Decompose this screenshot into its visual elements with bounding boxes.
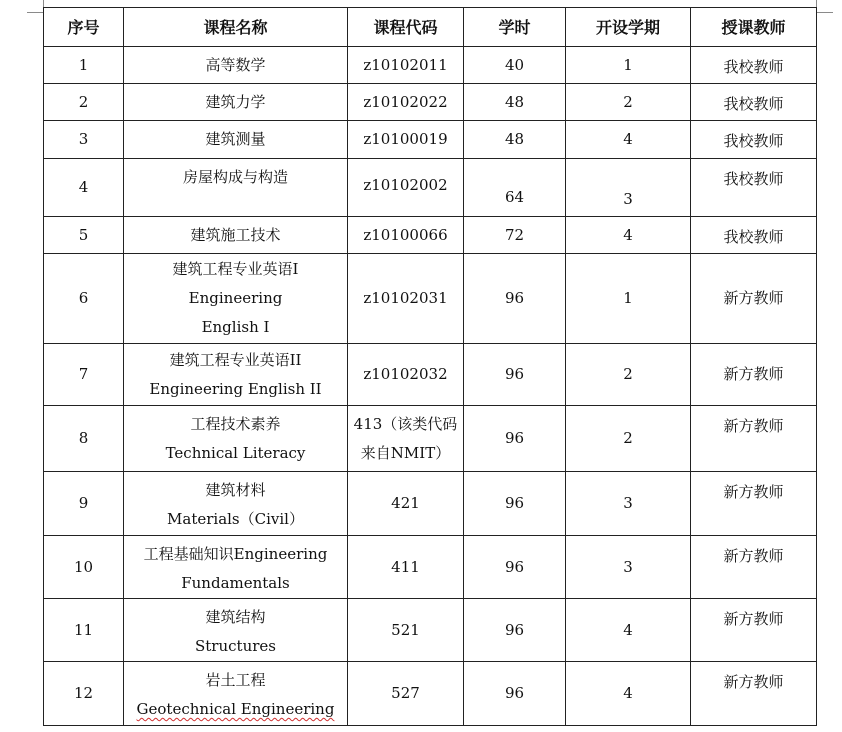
course-code-cell-line: 411 <box>391 557 420 576</box>
course-code-cell <box>348 47 464 84</box>
teacher-cell: 新方教师 <box>691 254 817 344</box>
term-cell: 3 <box>566 159 691 217</box>
term-cell: 4 <box>566 662 691 726</box>
course-name-cell-line: 建筑施工技术 <box>190 226 281 244</box>
teacher-cell: 我校教师 <box>691 217 817 254</box>
course-code-cell <box>348 121 464 159</box>
course-name-cell-line: 高等数学 <box>205 56 266 74</box>
course-code-cell-line: 来自NMIT） <box>360 444 451 462</box>
term-cell: 4 <box>566 121 691 159</box>
table-row <box>44 121 817 159</box>
table-body <box>44 47 817 726</box>
course-code-cell-line: z10102011 <box>363 55 448 74</box>
row-number-cell: 10 <box>44 536 124 599</box>
row-number-cell: 6 <box>44 254 124 344</box>
course-code-cell <box>348 159 464 217</box>
course-name-cell <box>124 406 348 472</box>
table-row <box>44 472 817 536</box>
course-code-cell <box>348 536 464 599</box>
course-code-cell-line: z10102022 <box>363 92 448 111</box>
course-name-cell <box>124 121 348 159</box>
course-name-cell <box>124 84 348 121</box>
hours-cell: 96 <box>464 254 566 344</box>
teacher-cell: 我校教师 <box>691 159 817 217</box>
table-header-row <box>44 8 817 47</box>
course-code-cell-line: z10100066 <box>363 225 448 244</box>
hours-cell: 96 <box>464 599 566 662</box>
teacher-cell: 新方教师 <box>691 599 817 662</box>
course-name-cell <box>124 47 348 84</box>
course-code-cell-line: z10100019 <box>363 130 448 148</box>
teacher-cell: 新方教师 <box>691 472 817 536</box>
course-code-cell-line: 521 <box>391 620 420 639</box>
hours-cell: 96 <box>464 406 566 472</box>
row-number-cell: 8 <box>44 406 124 472</box>
course-name-cell-line: Geotechnical Engineering <box>136 700 335 718</box>
table-row <box>44 84 817 121</box>
term-cell: 2 <box>566 406 691 472</box>
hours-cell: 48 <box>464 84 566 121</box>
table-row <box>44 159 817 217</box>
header-course-name: 课程名称 <box>124 8 348 47</box>
course-code-cell <box>348 84 464 121</box>
table-row <box>44 406 817 472</box>
row-number-cell: 2 <box>44 84 124 121</box>
hours-cell: 40 <box>464 47 566 84</box>
course-name-cell <box>124 599 348 662</box>
course-name-cell-line: Materials（Civil） <box>167 510 304 528</box>
course-code-cell <box>348 254 464 344</box>
header-no: 序号 <box>44 8 124 47</box>
course-name-cell-line: Structures <box>195 637 276 655</box>
teacher-cell: 新方教师 <box>691 406 817 472</box>
hours-cell: 64 <box>464 159 566 217</box>
course-code-cell <box>348 217 464 254</box>
course-name-cell <box>124 662 348 726</box>
course-name-cell-line: 岩土工程 <box>205 671 266 689</box>
table-row <box>44 599 817 662</box>
course-name-cell-line: 建筑力学 <box>205 93 266 111</box>
course-name-cell-line: Fundamentals <box>181 574 290 592</box>
crop-mark-top-left <box>27 0 44 13</box>
term-cell: 3 <box>566 536 691 599</box>
header-teacher: 授课教师 <box>691 8 817 47</box>
hours-cell: 96 <box>464 344 566 406</box>
course-name-cell-line: 建筑工程专业英语II <box>169 350 302 369</box>
row-number-cell: 7 <box>44 344 124 406</box>
row-number-cell: 4 <box>44 159 124 217</box>
table-row <box>44 344 817 406</box>
course-name-cell-line: 建筑工程专业英语I <box>172 260 299 278</box>
row-number-cell: 3 <box>44 121 124 159</box>
header-term: 开设学期 <box>566 8 691 47</box>
teacher-cell: 我校教师 <box>691 121 817 159</box>
course-code-cell <box>348 344 464 406</box>
hours-cell: 96 <box>464 472 566 536</box>
row-number-cell: 9 <box>44 472 124 536</box>
course-name-cell <box>124 536 348 599</box>
table-row <box>44 254 817 344</box>
hours-cell: 48 <box>464 121 566 159</box>
course-code-cell <box>348 406 464 472</box>
term-cell: 2 <box>566 84 691 121</box>
row-number-cell: 5 <box>44 217 124 254</box>
term-cell: 4 <box>566 599 691 662</box>
term-cell: 3 <box>566 472 691 536</box>
row-number-cell: 12 <box>44 662 124 726</box>
table-row <box>44 217 817 254</box>
teacher-cell: 我校教师 <box>691 84 817 121</box>
header-course-code: 课程代码 <box>348 8 464 47</box>
course-code-cell-line: 413（该类代码 <box>353 415 458 433</box>
course-name-cell <box>124 344 348 406</box>
course-name-cell-line: 建筑测量 <box>205 130 266 148</box>
table-row <box>44 47 817 84</box>
term-cell: 4 <box>566 217 691 254</box>
row-number-cell: 1 <box>44 47 124 84</box>
course-name-cell-line: Technical Literacy <box>165 444 306 462</box>
hours-cell: 96 <box>464 536 566 599</box>
course-name-cell-line: 建筑材料 <box>205 481 266 499</box>
course-code-cell-line: z10102032 <box>363 365 448 383</box>
course-name-cell <box>124 472 348 536</box>
course-code-cell <box>348 599 464 662</box>
course-code-cell-line: 421 <box>391 494 420 512</box>
term-cell: 2 <box>566 344 691 406</box>
course-name-cell <box>124 217 348 254</box>
course-code-cell-line: 527 <box>391 684 420 702</box>
hours-cell: 96 <box>464 662 566 726</box>
hours-cell: 72 <box>464 217 566 254</box>
course-name-cell-line: Engineering <box>188 289 283 307</box>
teacher-cell: 新方教师 <box>691 662 817 726</box>
teacher-cell: 我校教师 <box>691 47 817 84</box>
crop-mark-top-right <box>816 0 833 13</box>
header-hours: 学时 <box>464 8 566 47</box>
course-name-cell-line: 建筑结构 <box>205 608 266 626</box>
course-name-cell <box>124 159 348 217</box>
teacher-cell: 新方教师 <box>691 536 817 599</box>
course-name-cell-line: 工程技术素养 <box>190 415 281 433</box>
course-code-cell <box>348 662 464 726</box>
course-code-cell-line: z10102002 <box>363 176 448 194</box>
term-cell: 1 <box>566 47 691 84</box>
course-code-cell-line: z10102031 <box>363 289 448 307</box>
table-row <box>44 662 817 726</box>
teacher-cell: 新方教师 <box>691 344 817 406</box>
term-cell: 1 <box>566 254 691 344</box>
course-name-cell-line: English I <box>201 318 270 336</box>
table-row <box>44 536 817 599</box>
course-table <box>43 7 817 726</box>
course-code-cell <box>348 472 464 536</box>
row-number-cell: 11 <box>44 599 124 662</box>
course-name-cell-line: Engineering English II <box>149 379 322 398</box>
course-name-cell-line: 工程基础知识Engineering <box>143 545 328 563</box>
course-name-cell-line: 房屋构成与构造 <box>182 168 288 186</box>
course-name-cell <box>124 254 348 344</box>
